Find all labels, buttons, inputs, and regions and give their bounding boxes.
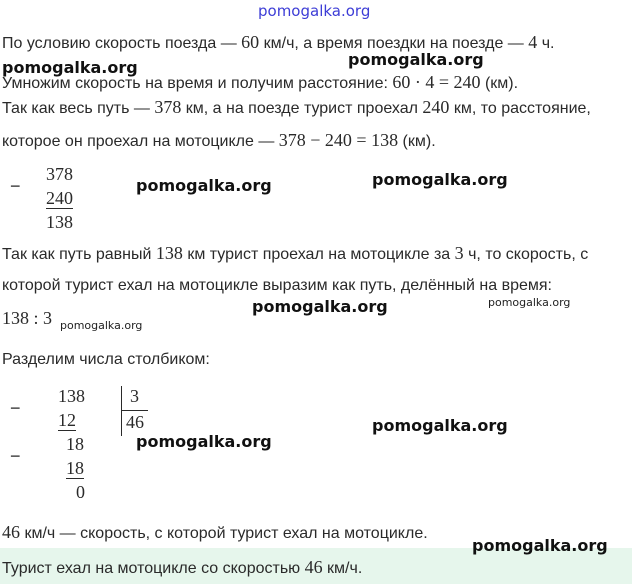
math-fragment: 378 − 240 = 138 [278,130,399,150]
math-fragment: 240 [422,97,450,117]
minus-sign: − [10,176,21,196]
division-vertical-bar [121,386,122,436]
text-fragment: (км). [398,133,436,150]
text-line [2,243,588,265]
minus-sign: − [10,398,21,418]
text-fragment: ч. [537,35,555,52]
watermark-text: pomogalka.org [2,58,138,77]
text-fragment: Турист ехал на мотоцикле со скоростью [2,560,305,577]
math-fragment: 3 [454,243,464,263]
division-step: 12 [58,410,76,430]
quotient: 46 [126,412,144,432]
watermark-text: pomogalka.org [488,296,571,309]
text-line [2,130,436,152]
text-fragment: Так как весь путь — [2,100,155,117]
answer-text [2,557,362,579]
difference: 138 [46,212,73,232]
text-line [2,308,52,330]
math-fragment: 46 [2,522,20,542]
text-fragment: км, а на поезде турист проехал [181,100,423,117]
subtrahend: 240 [46,188,73,208]
text-line: которой турист ехал на мотоцикле выразим как путь, делённый на время: [2,277,552,294]
divisor: 3 [130,386,139,406]
text-line [2,32,554,54]
math-fragment: 4 [528,32,538,52]
watermark-text: pomogalka.org [258,2,371,20]
math-fragment: 378 [154,97,182,117]
watermark-text: pomogalka.org [372,416,508,435]
text-fragment: км турист проехал на мотоцикле за [182,246,455,263]
math-fragment: 138 : 3 [2,308,53,328]
dividend: 138 [58,386,85,406]
math-fragment: 138 [155,243,183,263]
text-line [2,97,591,119]
text-fragment: которое он проехал на мотоцикле — [2,133,279,150]
watermark-text: pomogalka.org [60,319,143,332]
text-fragment: км/ч — скорость, с которой турист ехал на мотоцикле. [20,525,428,542]
text-fragment: По условию скорость поезда — [2,35,242,52]
minuend: 378 [46,164,73,184]
text-line: Разделим числа столбиком: [2,351,210,368]
watermark-text: pomogalka.org [136,432,272,451]
watermark-text: pomogalka.org [136,176,272,195]
text-fragment: ч, то скорость, с [463,246,589,263]
minus-sign: − [10,446,21,466]
watermark-text: pomogalka.org [348,50,484,69]
text-fragment: Умножим скорость на время и получим расстояние: [2,75,393,92]
text-line [2,72,518,94]
math-fragment: 60 · 4 = 240 [392,72,481,92]
watermark-text: pomogalka.org [472,536,608,555]
math-fragment: 46 [304,557,323,577]
text-fragment: км/ч. [322,560,363,577]
math-fragment: 60 [241,32,260,52]
division-remainder: 0 [76,482,85,502]
text-fragment: км/ч, а время поездки на поезде — [259,35,529,52]
text-fragment: Так как путь равный [2,246,156,263]
watermark-text: pomogalka.org [252,297,388,316]
division-horizontal-bar [122,410,148,411]
division-remainder: 18 [66,434,84,454]
watermark-text: pomogalka.org [372,170,508,189]
division-step: 18 [66,458,84,478]
text-fragment: км, то расстояние, [449,100,591,117]
text-fragment: (км). [480,75,519,92]
text-line [2,522,428,544]
